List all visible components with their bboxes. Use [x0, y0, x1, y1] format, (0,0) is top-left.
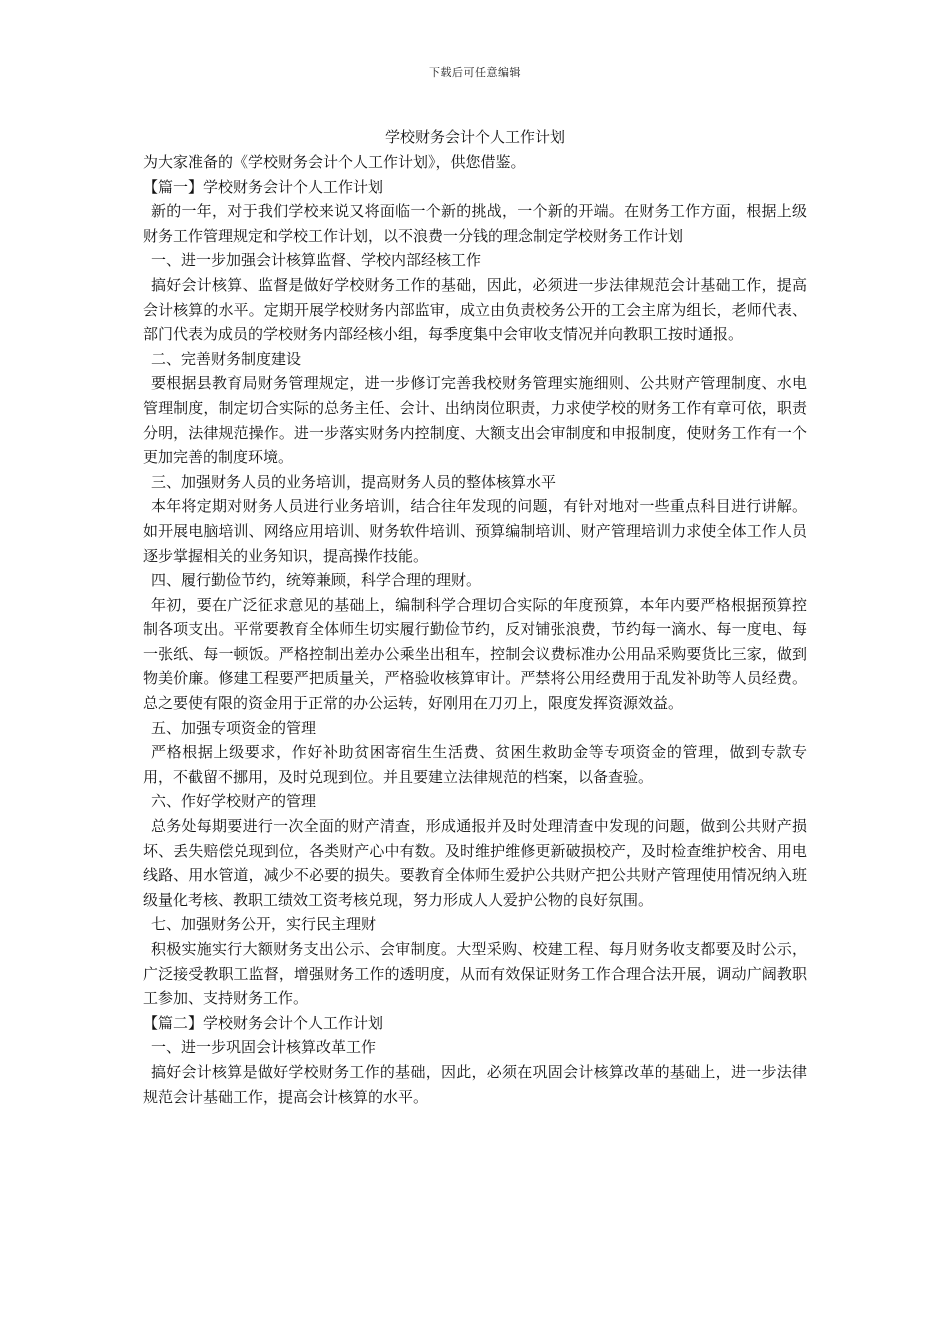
body-paragraph: 年初，要在广泛征求意见的基础上，编制科学合理切合实际的年度预算，本年内要严格根据预算控制各项支出。平常要教育全体师生切实履行勤俭节约，反对铺张浪费，节约每一滴水、每一度电、每一张纸、每一顿饭。严格控制出差办公乘坐出租车，控制会议费标准办公用品采购要货比三家，做到物美价廉。修建工程要严把质量关，严格验收核算审计。严禁将公用经费用于乱发补助等人员经费。总之要使有限的资金用于正常的办公运转，好刚用在刀刃上，限度发挥资源效益。 — [143, 595, 807, 713]
body-paragraph: 搞好会计核算、监督是做好学校财务工作的基础，因此，必须进一步法律规范会计基础工作，提高会计核算的水平。定期开展学校财务内部监审，成立由负责校务公开的工会主席为组长，老师代表、部门代表为成员的学校财务内部经核小组，每季度集中会审收支情况并向教职工按时通报。 — [143, 275, 807, 344]
body-paragraph: 要根据县教育局财务管理规定，进一步修订完善我校财务管理实施细则、公共财产管理制度、水电管理制度，制定切合实际的总务主任、会计、出纳岗位职责，力求使学校的财务工作有章可依，职责分明，法律规范操作。进一步落实财务内控制度、大额支出会审制度和申报制度，使财务工作有一个更加完善的制度环境。 — [143, 374, 807, 467]
body-paragraph: 本年将定期对财务人员进行业务培训，结合往年发现的问题，有针对地对一些重点科目进行讲解。如开展电脑培训、网络应用培训、财务软件培训、预算编制培训、财产管理培训力求使全体工作人员逐步掌握相关的业务知识，提高操作技能。 — [143, 497, 807, 565]
header-note: 下载后可任意编辑 — [429, 66, 521, 79]
section-heading: 七、加强财务公开，实行民主理财 — [151, 915, 377, 934]
body-paragraph: 新的一年，对于我们学校来说又将面临一个新的挑战，一个新的开端。在财务工作方面，根据上级财务工作管理规定和学校工作计划，以不浪费一分钱的理念制定学校财务工作计划 — [143, 202, 807, 245]
intro-paragraph: 为大家准备的《学校财务会计个人工作计划》，供您借鉴。 — [143, 153, 526, 171]
section-heading-part-2: 【篇二】学校财务会计个人工作计划 — [143, 1013, 384, 1032]
section-heading: 一、进一步加强会计核算监督、学校内部经核工作 — [151, 251, 482, 270]
section-heading-part-1: 【篇一】学校财务会计个人工作计划 — [143, 177, 384, 196]
section-heading: 六、作好学校财产的管理 — [151, 792, 317, 811]
document-title: 学校财务会计个人工作计划 — [384, 128, 565, 146]
section-heading: 二、完善财务制度建设 — [151, 349, 302, 368]
body-paragraph: 搞好会计核算是做好学校财务工作的基础，因此，必须在巩固会计核算改革的基础上，进一步法律规范会计基础工作，提高会计核算的水平。 — [143, 1062, 807, 1106]
section-heading: 四、履行勤俭节约，统筹兼顾，科学合理的理财。 — [151, 571, 482, 590]
section-heading: 三、加强财务人员的业务培训，提高财务人员的整体核算水平 — [151, 472, 557, 491]
body-paragraph: 严格根据上级要求，作好补助贫困寄宿生生活费、贫困生救助金等专项资金的管理，做到专款专用，不截留不挪用，及时兑现到位。并且要建立法律规范的档案，以备查验。 — [143, 743, 807, 786]
section-heading: 五、加强专项资金的管理 — [151, 718, 317, 737]
document-body — [143, 150, 807, 1109]
body-paragraph: 总务处每期要进行一次全面的财产清查，形成通报并及时处理清查中发现的问题，做到公共财产损坏、丢失赔偿兑现到位，各类财产心中有数。及时维护维修更新破损校产，及时检查维护校舍、用电线路、用水管道，减少不必要的损失。要教育全体师生爱护公共财产把公共财产管理使用情况纳入班级量化考核、教职工绩效工资考核兑现，努力形成人人爱护公物的良好氛围。 — [143, 817, 807, 909]
body-paragraph: 积极实施实行大额财务支出公示、会审制度。大型采购、校建工程、每月财务收支都要及时公示，广泛接受教职工监督，增强财务工作的透明度，从而有效保证财务工作合理合法开展，调动广阔教职工参加、支持财务工作。 — [143, 940, 807, 1008]
section-heading: 一、进一步巩固会计核算改革工作 — [151, 1038, 377, 1057]
